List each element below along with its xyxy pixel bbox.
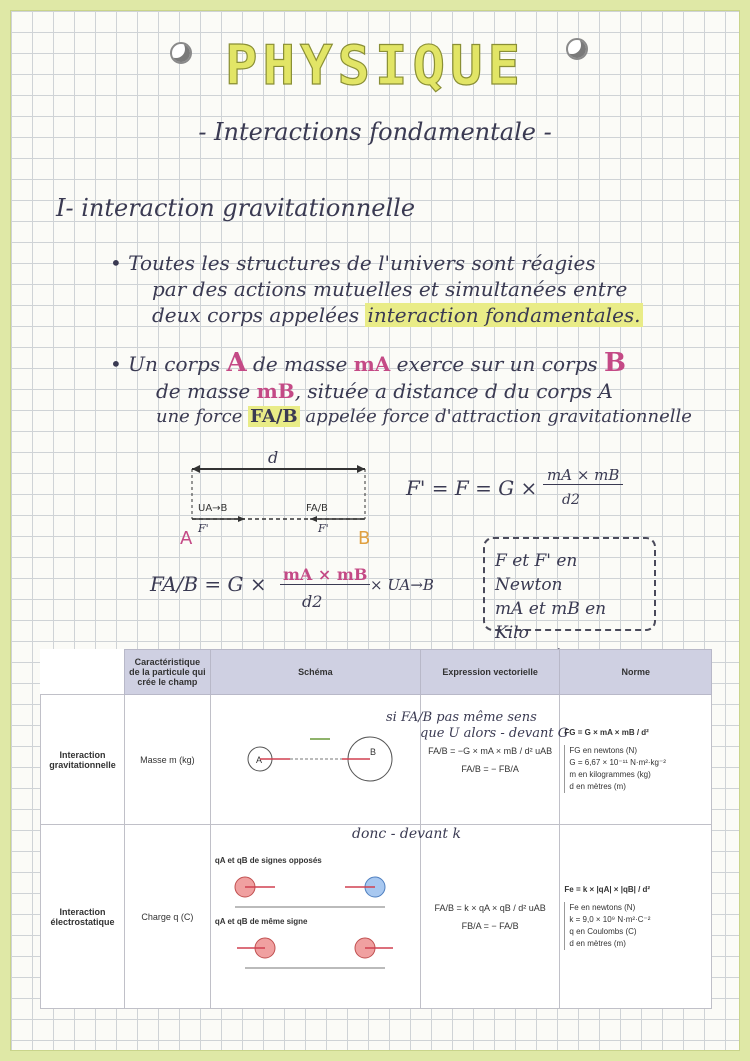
expression-line: FA/B = − FB/A	[461, 763, 519, 774]
text: • Un corps	[110, 352, 227, 376]
header-expression: Expression vectorielle	[420, 650, 560, 695]
formula-equality: F' = F = G ×	[406, 476, 538, 500]
units-list	[564, 745, 707, 793]
page-subtitle: - Interactions fondamentale -	[198, 118, 552, 146]
expression-line: FA/B = k × qA × qB / d² uAB	[434, 902, 546, 913]
header-norme: Norme	[560, 650, 712, 695]
body-a-label: A	[226, 348, 247, 378]
formula-main-numerator	[280, 565, 370, 585]
body-b-label: B	[604, 348, 626, 378]
bullet1-line1: • Toutes les structures de l'univers sont réagies	[110, 251, 596, 275]
caracteristique-cell: Charge q (C)	[124, 825, 210, 1009]
norme-formula: Fe = k × |qA| × |qB| / d²	[564, 884, 651, 894]
units-note	[483, 537, 656, 643]
unit-line: k = 9,0 × 10⁹ N·m²·C⁻²	[569, 914, 651, 924]
schema-cell	[210, 825, 420, 1009]
handwritten-annotation: donc - devant k	[352, 826, 461, 842]
expression-line: FB/A = − FA/B	[461, 920, 519, 931]
text: de masse	[246, 352, 354, 376]
table-row	[41, 825, 712, 1009]
formula-top-numerator: mA × mB	[543, 466, 623, 485]
note-line: mA et mB en Kilo	[495, 599, 607, 643]
arrow-head-icon	[238, 516, 245, 522]
distance-label: d	[268, 448, 279, 467]
formula-numerator-text: mA × mB	[283, 565, 368, 584]
point-b-label: B	[358, 528, 371, 549]
text: une force	[156, 406, 249, 427]
formula-main-denominator: d2	[302, 592, 323, 611]
force-label: FA/B	[250, 406, 298, 427]
unit-line: m en kilogrammes (kg)	[569, 769, 651, 779]
unit-line: G = 6,67 × 10⁻¹¹ N·m²·kg⁻²	[569, 757, 666, 767]
table-header-row	[41, 650, 712, 695]
empty-header	[41, 650, 125, 695]
section-heading: I- interaction gravitationnelle	[56, 194, 416, 222]
text: appelée force d'attraction gravitationnelle	[299, 406, 692, 427]
point-a-label: A	[180, 528, 193, 549]
header-schema: Schéma	[210, 650, 420, 695]
uab-label: UA→B	[198, 503, 228, 514]
table-row	[41, 695, 712, 825]
caracteristique-cell: Masse m (kg)	[124, 695, 210, 825]
formula-main: FA/B = G ×	[150, 572, 267, 596]
opposite-signs-label: qA et qB de signes opposés	[214, 855, 322, 865]
page-title: PHYSIQUE	[224, 34, 526, 97]
arrow-head-icon	[192, 465, 200, 473]
text: de masse	[156, 379, 257, 403]
same-charges-schema	[215, 926, 405, 976]
fprime-left-label: F'	[198, 522, 209, 535]
expression-line: FA/B = −G × mA × mB / d² uAB	[428, 745, 553, 756]
fprime-right-label: F'	[318, 522, 329, 535]
units-list	[564, 902, 707, 950]
unit-line: d en mètres (m)	[569, 938, 626, 948]
fab-label: FA/B	[306, 503, 328, 514]
norme-cell	[560, 695, 712, 825]
handwritten-annotation: si FA/B pas même sens	[386, 710, 537, 725]
opposite-charges-schema	[215, 865, 405, 915]
gravitation-schema	[220, 719, 410, 799]
header-caracteristique: Caractéristique de la particule qui crée le champ	[124, 650, 210, 695]
unit-line: q en Coulombs (C)	[569, 926, 637, 936]
mass-a-text: A	[256, 754, 263, 765]
handwritten-annotation: que U alors - devant G	[420, 726, 569, 741]
text: , située a distance d du corps A	[294, 379, 613, 403]
bullet2-line1	[110, 350, 626, 377]
bullet1-line3	[152, 302, 643, 328]
mass-a-label: mA	[353, 352, 391, 376]
arrow-head-icon	[310, 516, 317, 522]
bullet2-line2	[156, 378, 613, 404]
bullet2-line3	[156, 404, 692, 430]
text: exerce sur un corps	[390, 352, 604, 376]
same-sign-label: qA et qB de même signe	[214, 916, 308, 926]
bullet1-line3-text: deux corps appelées	[152, 303, 366, 327]
mass-b-text: B	[370, 746, 377, 757]
norme-formula: FG = G × mA × mB / d²	[564, 727, 649, 737]
norme-cell	[560, 825, 712, 1009]
arrow-head-icon	[357, 465, 365, 473]
expression-cell	[420, 825, 560, 1009]
formula-top-denominator: d2	[562, 492, 580, 508]
highlighted-term: interaction fondamentales.	[367, 303, 641, 327]
unit-line: FG en newtons (N)	[569, 745, 637, 755]
unit-line: Fe en newtons (N)	[569, 902, 636, 912]
formula-main-unit-vector: × UA→B	[370, 576, 434, 594]
row-label: Interaction gravitationnelle	[41, 695, 125, 825]
bullet1-line2: par des actions mutuelles et simultanées entre	[152, 277, 628, 301]
row-label: Interaction électrostatique	[41, 825, 125, 1009]
mass-b-label: mB	[256, 379, 295, 403]
note-line: F et F' en Newton	[495, 551, 578, 595]
unit-line: d en mètres (m)	[569, 781, 626, 791]
